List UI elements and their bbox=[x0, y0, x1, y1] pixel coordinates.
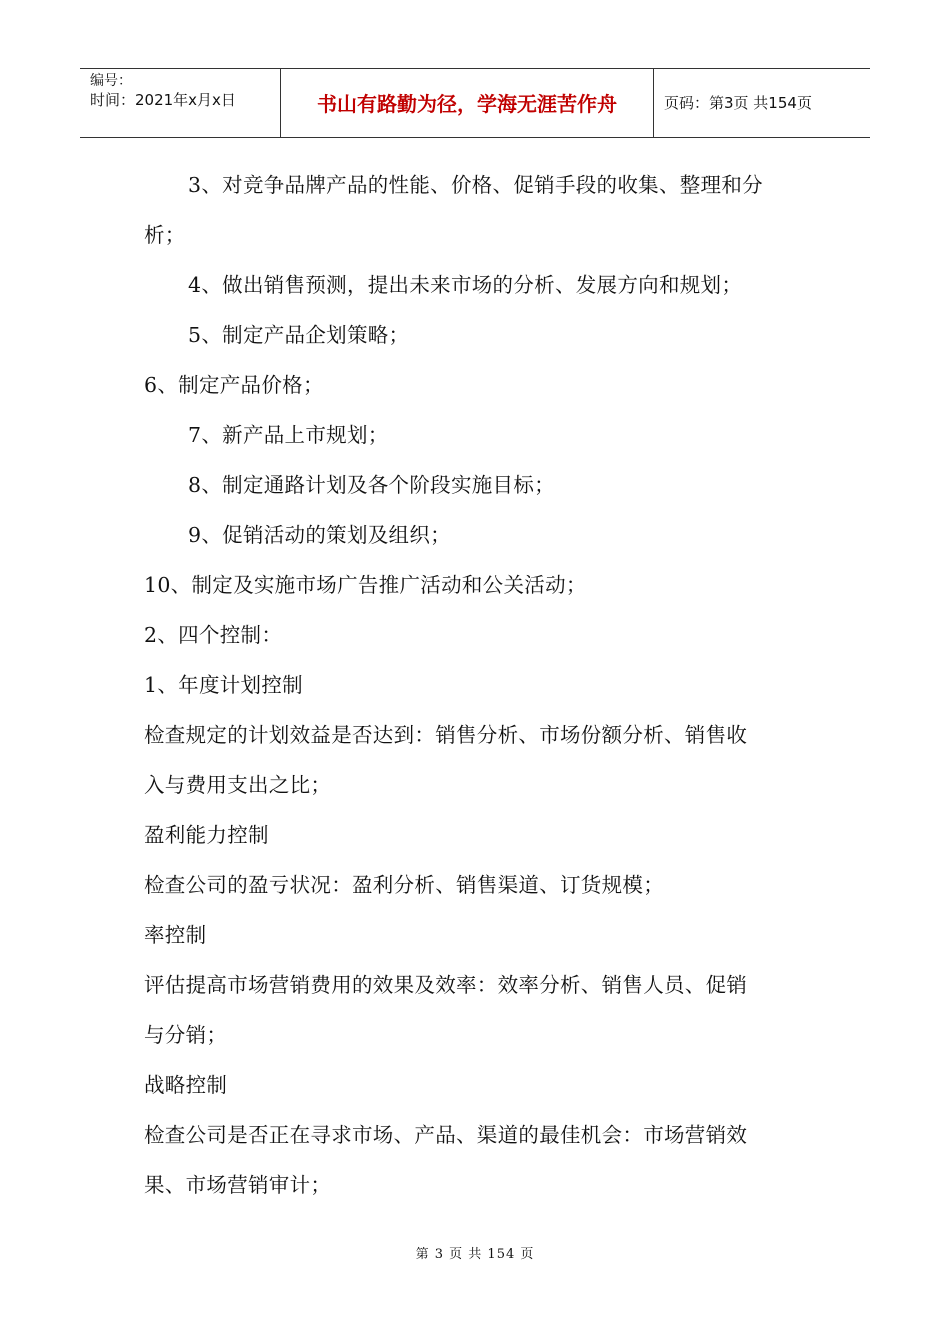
body-line: 7、新产品上市规划； bbox=[188, 423, 389, 447]
body-line: 5、制定产品企划策略； bbox=[188, 323, 410, 347]
body-line: 6、制定产品价格； bbox=[144, 373, 324, 397]
date-label: 时间：2021年x月x日 bbox=[90, 91, 236, 109]
body-line: 果、市场营销审计； bbox=[144, 1173, 332, 1197]
body-line: 10、制定及实施市场广告推广活动和公关活动； bbox=[144, 573, 587, 597]
body-line: 入与费用支出之比； bbox=[144, 773, 332, 797]
motto-text: 书山有路勤为径，学海无涯苦作舟 bbox=[317, 92, 617, 116]
body-line: 评估提高市场营销费用的效果及效率：效率分析、销售人员、促销 bbox=[144, 973, 748, 997]
body-line: 析； bbox=[144, 223, 186, 247]
body-line: 9、促销活动的策划及组织； bbox=[188, 523, 451, 547]
body-line: 盈利能力控制 bbox=[144, 823, 269, 847]
code-label: 编号： bbox=[90, 73, 132, 89]
body-line: 率控制 bbox=[144, 923, 207, 947]
body-line: 检查公司是否正在寻求市场、产品、渠道的最佳机会：市场营销效 bbox=[144, 1123, 748, 1147]
body-line: 3、对竞争品牌产品的性能、价格、促销手段的收集、整理和分 bbox=[188, 173, 763, 197]
page-info: 页码：第3页 共154页 bbox=[664, 94, 812, 112]
body-line: 检查公司的盈亏状况：盈利分析、销售渠道、订货规模； bbox=[144, 873, 664, 897]
body-line: 战略控制 bbox=[144, 1073, 228, 1097]
body-line: 1、年度计划控制 bbox=[144, 673, 303, 697]
document-body bbox=[144, 160, 824, 1210]
body-line: 与分销； bbox=[144, 1023, 228, 1047]
header-meta-cell bbox=[80, 69, 281, 137]
body-line: 4、做出销售预测，提出未来市场的分析、发展方向和规划； bbox=[188, 273, 743, 297]
body-line: 2、四个控制： bbox=[144, 623, 283, 647]
body-line: 检查规定的计划效益是否达到：销售分析、市场份额分析、销售收 bbox=[144, 723, 748, 747]
page-header bbox=[80, 68, 870, 138]
header-motto-cell bbox=[281, 69, 654, 137]
page-footer: 第 3 页 共 154 页 bbox=[415, 1247, 535, 1262]
body-line: 8、制定通路计划及各个阶段实施目标； bbox=[188, 473, 555, 497]
header-page-cell bbox=[654, 69, 870, 137]
